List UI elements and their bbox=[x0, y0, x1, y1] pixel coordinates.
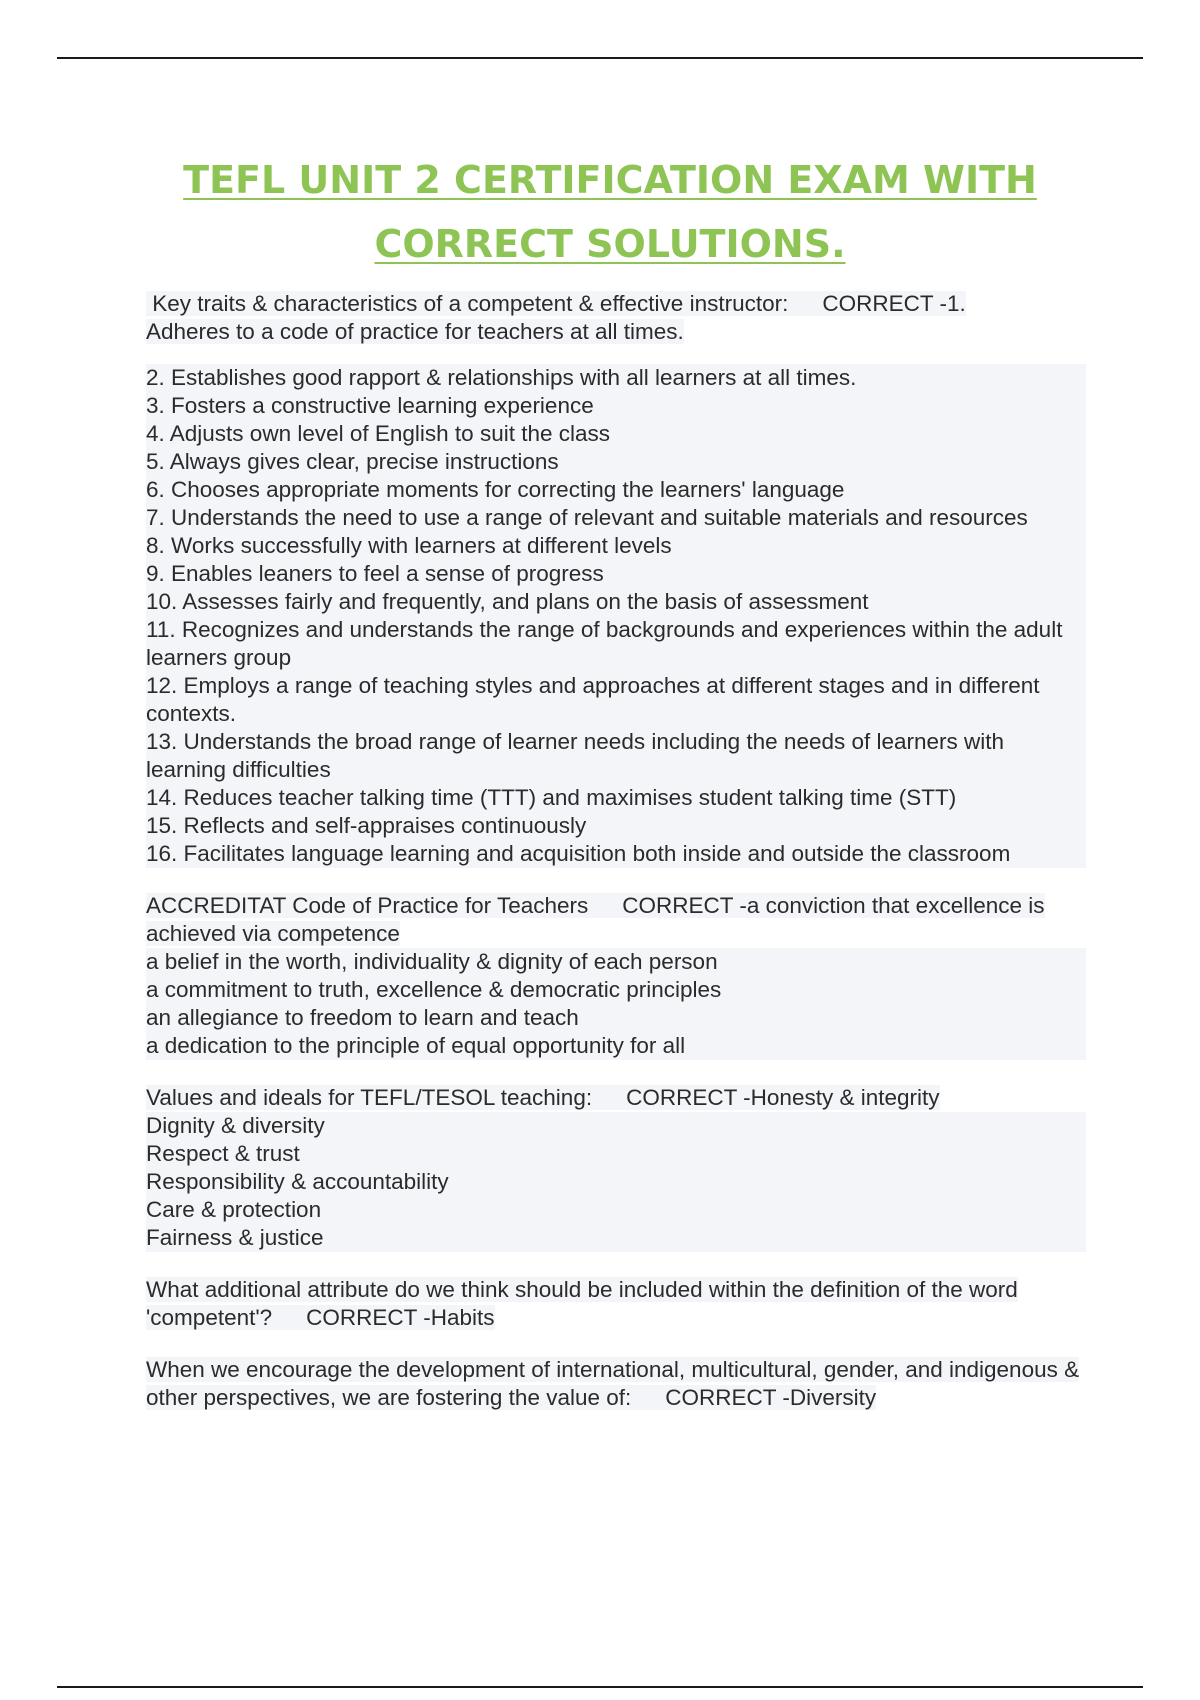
list-item: 10. Assesses fairly and frequently, and plans on the basis of assessment bbox=[146, 588, 1086, 616]
list-item: 6. Chooses appropriate moments for correcting the learners' language bbox=[146, 476, 1086, 504]
spacer bbox=[146, 868, 1086, 892]
spacer bbox=[146, 1060, 1086, 1084]
title-line-1: TEFL UNIT 2 CERTIFICATION EXAM WITH bbox=[183, 158, 1037, 202]
qa-block-3 bbox=[146, 1084, 1086, 1252]
list-item: 5. Always gives clear, precise instructions bbox=[146, 448, 1086, 476]
answer-text: CORRECT -Habits bbox=[272, 1305, 494, 1330]
answer-text: CORRECT -1. bbox=[788, 291, 965, 316]
question-text: What additional attribute do we think should be included within the definition of the word 'competent'? bbox=[146, 1277, 1018, 1330]
answer-text: CORRECT -Honesty & integrity bbox=[592, 1085, 939, 1110]
document-title bbox=[140, 148, 1080, 276]
question-line bbox=[146, 892, 1086, 948]
question-line bbox=[146, 1356, 1086, 1412]
list-item: 11. Recognizes and understands the range of backgrounds and experiences within the adult learners group bbox=[146, 616, 1086, 672]
answer-text: CORRECT -Diversity bbox=[631, 1385, 876, 1410]
list-item: Fairness & justice bbox=[146, 1224, 1086, 1252]
qa-block-4 bbox=[146, 1276, 1086, 1332]
spacer bbox=[146, 346, 1086, 364]
list-item: 12. Employs a range of teaching styles and approaches at different stages and in different contexts. bbox=[146, 672, 1086, 728]
list-item: a commitment to truth, excellence & democratic principles bbox=[146, 976, 1086, 1004]
list-item: 14. Reduces teacher talking time (TTT) and maximises student talking time (STT) bbox=[146, 784, 1086, 812]
question-text: Values and ideals for TEFL/TESOL teaching: bbox=[146, 1085, 593, 1110]
question-line bbox=[146, 290, 1086, 318]
question-text: ACCREDITAT Code of Practice for Teachers bbox=[146, 893, 589, 918]
list-item: Responsibility & accountability bbox=[146, 1168, 1086, 1196]
question-line bbox=[146, 1084, 1086, 1112]
footer-rule bbox=[57, 1686, 1143, 1688]
question-text: When we encourage the development of international, multicultural, gender, and indigenous & other perspectives, we are fostering the value of: bbox=[146, 1357, 1080, 1410]
list-item: 13. Understands the broad range of learner needs including the needs of learners with learning difficulties bbox=[146, 728, 1086, 784]
list-item: 15. Reflects and self-appraises continuously bbox=[146, 812, 1086, 840]
list-item: 3. Fosters a constructive learning experience bbox=[146, 392, 1086, 420]
spacer bbox=[146, 1332, 1086, 1356]
list-item: Dignity & diversity bbox=[146, 1112, 1086, 1140]
qa-block-1 bbox=[146, 290, 1086, 868]
list-item: Respect & trust bbox=[146, 1140, 1086, 1168]
list-item: a dedication to the principle of equal opportunity for all bbox=[146, 1032, 1086, 1060]
question-line bbox=[146, 1276, 1086, 1332]
list-item: Care & protection bbox=[146, 1196, 1086, 1224]
list-item: an allegiance to freedom to learn and teach bbox=[146, 1004, 1086, 1032]
answer-text: CORRECT -a conviction that excellence is achieved via competence bbox=[146, 893, 1045, 946]
answer-continuation: Adheres to a code of practice for teachers at all times. bbox=[146, 319, 684, 344]
list-item: 16. Facilitates language learning and acquisition both inside and outside the classroom bbox=[146, 840, 1086, 868]
question-text: Key traits & characteristics of a competent & effective instructor: bbox=[146, 291, 789, 316]
qa-block-5 bbox=[146, 1356, 1086, 1412]
list-item: a belief in the worth, individuality & dignity of each person bbox=[146, 948, 1086, 976]
document-body bbox=[146, 290, 1086, 1412]
list-item: 7. Understands the need to use a range of relevant and suitable materials and resources bbox=[146, 504, 1086, 532]
qa-block-2 bbox=[146, 892, 1086, 1060]
title-line-2: CORRECT SOLUTIONS. bbox=[374, 222, 846, 266]
header-rule bbox=[57, 57, 1143, 59]
list-item: 2. Establishes good rapport & relationships with all learners at all times. bbox=[146, 364, 1086, 392]
spacer bbox=[146, 1252, 1086, 1276]
list-item: 8. Works successfully with learners at different levels bbox=[146, 532, 1086, 560]
list-item: 9. Enables leaners to feel a sense of progress bbox=[146, 560, 1086, 588]
list-item: 4. Adjusts own level of English to suit the class bbox=[146, 420, 1086, 448]
